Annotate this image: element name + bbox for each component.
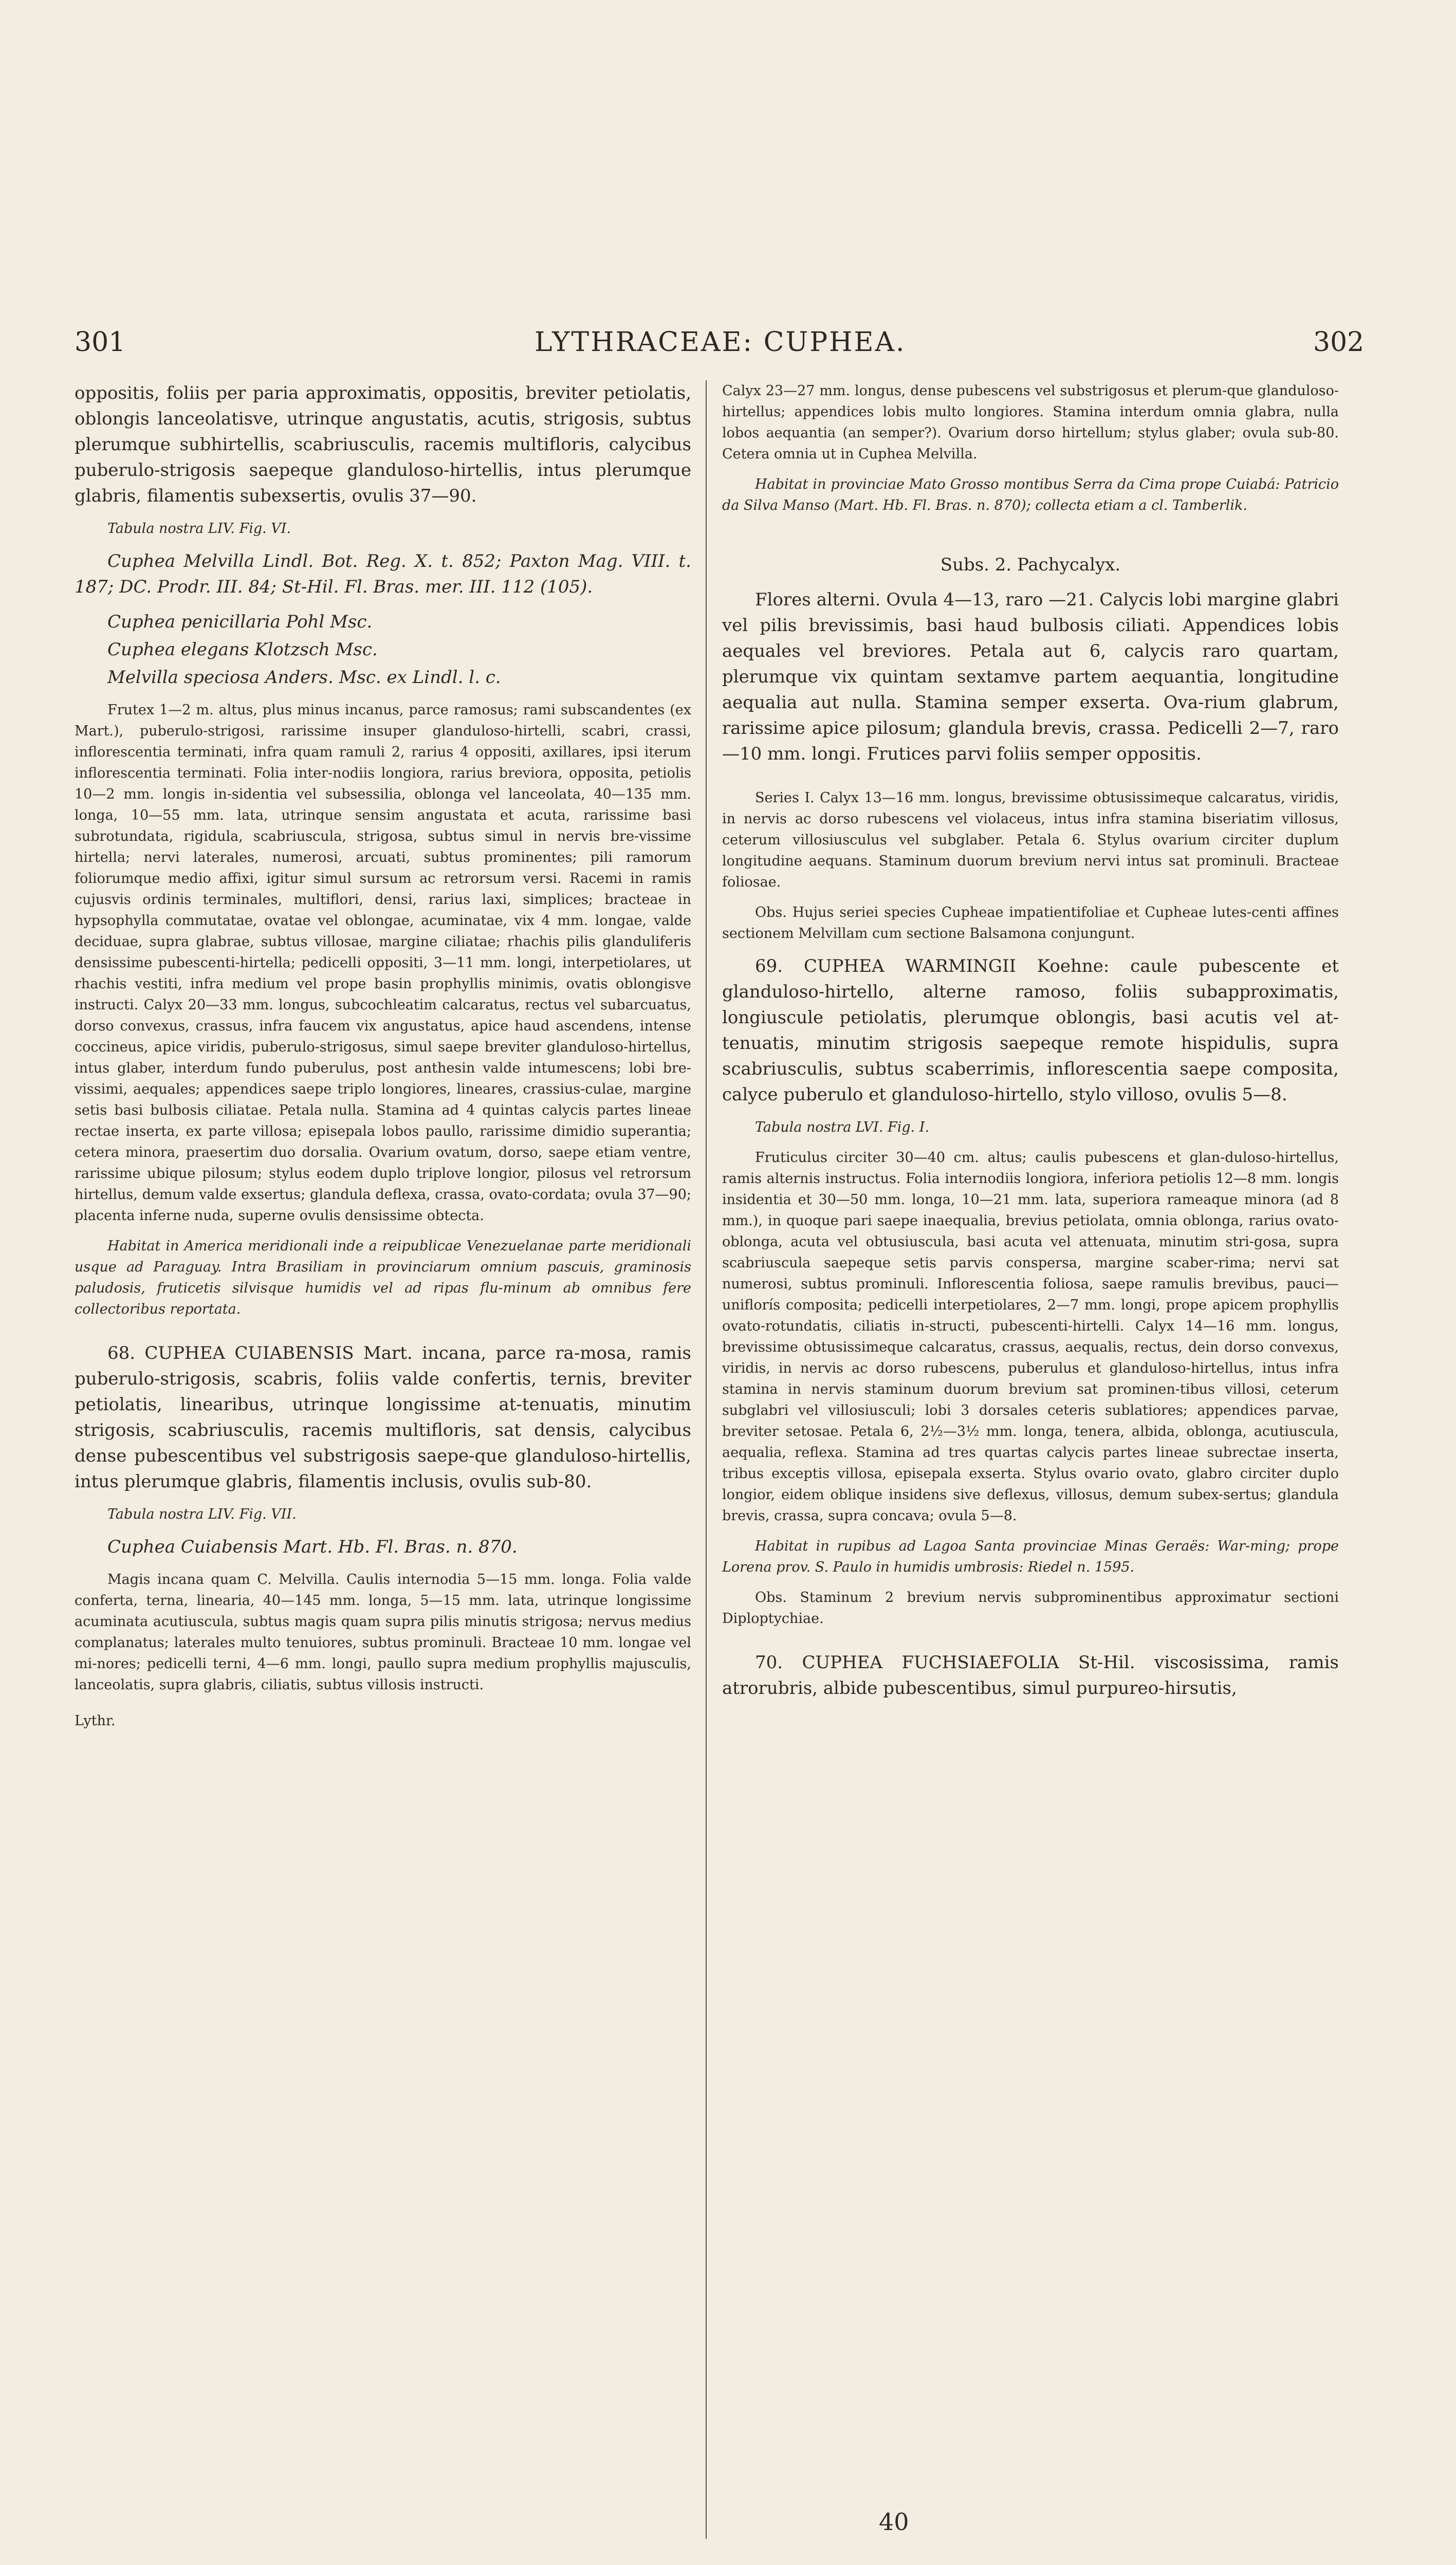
species-entry — [722, 1650, 1339, 1701]
observation-note: Obs. Hujus seriei species Cupheae impatientifoliae et Cupheae lutes-centi affines sectionem Melvillam cum sectione Balsamona conjungunt. — [722, 905, 1339, 942]
species-description: Fruticulus circiter 30—40 cm. altus; caulis pubescens et glan-duloso-hirtellus, ramis alternis instructus. Folia internodiis longiora, inferiora petiolis 12—8 mm. longis insidentia et 30—50 mm. longa, 10—21 mm. lata, superiora rameaque minora (ad 8 mm.), in quoque pari saepe inaequalia, brevius petiolata, omnia oblonga, rarius ovato-oblonga, acuta vel obtusiuscula, basi acuta vel attenuata, minutim stri-gosa, supra scabriuscula saepeque setis parvis conspersa, margine scaber-rima; nervi sat numerosi, subtus prominuli. Inflorescentia foliosa, saepe ramulis brevibus, pauci—uniflorís composita; pedicelli interpetiolares, 2—7 mm. longi, prope apicem prophyllis ovato-rotundatis, ciliatis in-structi, pubescenti-hirtelli. Calyx 14—16 mm. longus, brevissime obtusissimeque calcaratus, crassus, aequalis, rectus, dein dorso convexus, viridis, in nervis ac dorso rubescens, puberulus et glanduloso-hirtellus, intus infra stamina in nervis staminum duorum brevium sat prominen-tibus villosi, ceterum subglabri vel villosiusculi; lobi 3 dorsales ceteris sublatiores; appendices parvae, breviter setosae. Petala 6, 2½—3½ mm. longa, tenera, albida, oblonga, acutiuscula, aequalia, reflexa. Stamina ad tres quartas calycis partes lineae subrectae inserta, tribus exceptis villosa, episepala exserta. Stylus ovario ovato, glabro circiter duplo longior, eidem oblique insidens sive deflexus, villosus, demum subex-sertus; glandula brevis, crassa, supra concava; ovula 5—8. — [722, 1150, 1339, 1524]
signature-mark: Lythr. — [75, 1713, 116, 1729]
page-number-left: 301 — [75, 327, 126, 358]
habitat-note: Habitat in rupibus ad Lagoa Santa provinciae Minas Geraës: War-ming; prope Lorena prov. S. Paulo in humidis umbrosis: Riedel n. 1595. — [722, 1538, 1339, 1575]
synonym: Cuphea penicillaria Pohl Msc. — [107, 612, 373, 632]
species-entry — [75, 1340, 691, 1494]
observation-note: Obs. Staminum 2 brevium nervis subprominentibus approximatur sectioni Diploptychiae. — [722, 1590, 1339, 1627]
page-number-right: 302 — [1313, 327, 1365, 358]
synonym: Cuphea Cuiabensis Mart. Hb. Fl. Bras. n. 870. — [107, 1537, 518, 1557]
plate-reference: Tabula nostra LIV. Fig. VI. — [107, 521, 291, 537]
species-description: Magis incana quam C. Melvilla. Caulis internodia 5—15 mm. longa. Folia valde conferta, terna, linearia, 40—145 mm. longa, 5—15 mm. lata, utrinque longissime acuminata acutiuscula, subtus magis quam supra pilis minutis strigosa; nervus medius complanatus; laterales multo tenuiores, subtus prominuli. Bracteae 10 mm. longae vel mi-nores; pedicelli terni, 4—6 mm. longi, paullo supra medium prophyllis majusculis, lanceolatis, supra glabris, ciliatis, subtus villosis instructi. — [75, 1572, 691, 1693]
left-column — [75, 380, 691, 1741]
subsection-heading: Subs. 2. Pachycalyx. — [940, 555, 1121, 575]
running-header — [0, 327, 1456, 368]
species-heading: 70. CUPHEA FUCHSIAEFOLIA St-Hil. — [755, 1652, 1135, 1673]
species-diagnosis: incana, parce ra-mosa, ramis puberulo-strigosis, scabris, foliis valde confertis, ternis, breviter petiolatis, linearibus, utrinque longissime at-tenuatis, minutim strigosis, scabriusculis, racemis multifloris, sat densis, calycibus dense pubescentibus vel substrigosis saepe-que glanduloso-hirtellis, intus plerumque glabris, filamentis inclusis, ovulis sub-80. — [75, 1343, 691, 1492]
synonym: Cuphea Melvilla Lindl. Bot. Reg. X. t. 852; Paxton Mag. VIII. t. 187; DC. Prodr. III. 84; St-Hil. Fl. Bras. mer. III. 112 (105). — [75, 551, 691, 597]
series-description: Series I. Calyx 13—16 mm. longus, brevissime obtusissimeque calcaratus, viridis, in nervis ac dorso rubescens vel violaceus, intus infra stamina biseriatim villosus, ceterum villosiusculus vel subglaber. Petala 6. Stylus ovarium circiter duplum longitudine aequans. Staminum duorum brevium nervi intus sat prominuli. Bracteae foliosae. — [722, 790, 1339, 890]
species-heading: 69. CUPHEA WARMINGII Koehne: — [755, 956, 1110, 976]
subsection-diagnosis: Flores alterni. Ovula 4—13, raro —21. Calycis lobi margine glabri vel pilis brevissimis, basi haud bulbosis ciliati. Appendices lobis aequales vel breviores. Petala aut 6, calycis raro quartam, plerumque vix quintam sextamve partem aequantia, longitudine aequalia aut nulla. Stamina semper exserta. Ova-rium glabrum, rarissime apice pilosum; glandula brevis, crassa. Pedicelli 2—7, raro —10 mm. longi. Frutices parvi foliis semper oppositis. — [722, 589, 1339, 764]
sheet-number: 40 — [879, 2508, 909, 2536]
habitat-note: Habitat in America meridionali inde a reipublicae Venezuelanae parte meridionali usque ad Paraguay. Intra Brasiliam in provinciarum omnium pascuis, graminosis paludosis, fruticetis silvisque humidis vel ad ripas flu-minum ab omnibus fere collectoribus reportata. — [75, 1238, 691, 1317]
synonym: Melvilla speciosa Anders. Msc. ex Lindl. l. c. — [107, 667, 501, 688]
species-diagnosis: caule pubescente et glanduloso-hirtello, alterne ramoso, foliis subapproximatis, longiuscule petiolatis, plerumque oblongis, basi acutis vel at-tenuatis, minutim strigosis saepeque remote hispidulis, supra scabriusculis, subtus scaberrimis, inflorescentia saepe composita, calyce puberulo et glanduloso-hirtello, stylo villoso, ovulis 5—8. — [722, 956, 1339, 1105]
right-column — [722, 380, 1339, 1710]
column-divider — [706, 380, 707, 2539]
diagnosis-continued: oppositis, foliis per paria approximatis, oppositis, breviter petiolatis, oblongis lanceolatisve, utrinque angustatis, acutis, strigosis, subtus plerumque subhirtellis, scabriusculis, racemis multifloris, calycibus puberulo-strigosis saepeque glanduloso-hirtellis, intus plerumque glabris, filamentis subexsertis, ovulis 37—90. — [75, 383, 691, 506]
synonym: Cuphea elegans Klotzsch Msc. — [107, 639, 378, 660]
plate-reference: Tabula nostra LVI. Fig. I. — [755, 1119, 930, 1135]
species-description: Calyx 23—27 mm. longus, dense pubescens vel substrigosus et plerum-que glanduloso-hirtellus; appendices lobis multo longiores. Stamina interdum omnia glabra, nulla lobos aequantia (an semper?). Ovarium dorso hirtellum; stylus glaber; ovula sub-80. Cetera omnia ut in Cuphea Melvilla. — [722, 383, 1339, 462]
species-entry — [722, 953, 1339, 1108]
species-description: Frutex 1—2 m. altus, plus minus incanus, parce ramosus; rami subscandentes (ex Mart.), puberulo-strigosi, rarissime insuper glanduloso-hirtelli, scabri, crassi, inflorescentia terminati, infra quam ramuli 2, rarius 4 oppositi, axillares, ipsi iterum inflorescentia terminati. Folia inter-nodiis longiora, rarius breviora, opposita, petiolis 10—2 mm. longis in-sidentia vel subsessilia, oblonga vel lanceolata, 40—135 mm. longa, 10—55 mm. lata, utrinque sensim angustata et acuta, rarissime basi subrotundata, rigidula, scabriuscula, strigosa, subtus simul in nervis bre-vissime hirtella; nervi laterales, numerosi, arcuati, subtus prominentes; pili ramorum foliorumque medio affixi, igitur simul sursum ac retrorsum versi. Racemi in ramis cujusvis ordinis terminales, multiflori, densi, rarius laxi, simplices; bracteae in hypsophylla commutatae, ovatae vel oblongae, acuminatae, vix 4 mm. longae, valde deciduae, supra glabrae, subtus villosae, margine ciliatae; rhachis pilis glanduliferis densissime pubescenti-hirtella; pedicelli oppositi, 3—11 mm. longi, interpetiolares, ut rhachis vestiti, infra medium vel prope basin prophyllis minimis, ovatis oblongisve instructi. Calyx 20—33 mm. longus, subcochleatim calcaratus, rectus vel subarcuatus, dorso convexus, crassus, infra faucem vix angustatus, apice haud ascendens, intense coccineus, apice viridis, puberulo-strigosus, simul saepe breviter glanduloso-hirtellus, intus glaber, interdum fundo puberulus, post anthesin valde intumescens; lobi bre-vissimi, aequales; appendices saepe triplo longiores, lineares, crassius-culae, margine setis basi bulbosis ciliatae. Petala nulla. Stamina ad 4 quintas calycis partes lineae rectae inserta, ex parte villosa; episepala lobos paullo, rarissime dimidio superantia; cetera minora, praesertim duo dorsalia. Ovarium ovatum, dorso, saepe etiam ventre, rarissime ubique pilosum; stylus eodem duplo triplove longior, pilosus vel retrorsum hirtellus, demum valde exsertus; glandula deflexa, crassa, ovato-cordata; ovula 37—90; placenta inferne nuda, superne ovulis densissime obtecta. — [75, 702, 691, 1224]
habitat-note: Habitat in provinciae Mato Grosso montibus Serra da Cima prope Cuiabá: Patricio da Silva Manso (Mart. Hb. Fl. Bras. n. 870); collecta etiam a cl. Tamberlik. — [722, 476, 1339, 513]
running-title: LYTHRACEAE: CUPHEA. — [535, 327, 906, 358]
species-diagnosis: viscosissima, ramis atrorubris, albide pubescentibus, simul purpureo-hirsutis, — [722, 1652, 1339, 1699]
plate-reference: Tabula nostra LIV. Fig. VII. — [107, 1506, 297, 1522]
species-heading: 68. CUPHEA CUIABENSIS Mart. — [107, 1343, 413, 1363]
